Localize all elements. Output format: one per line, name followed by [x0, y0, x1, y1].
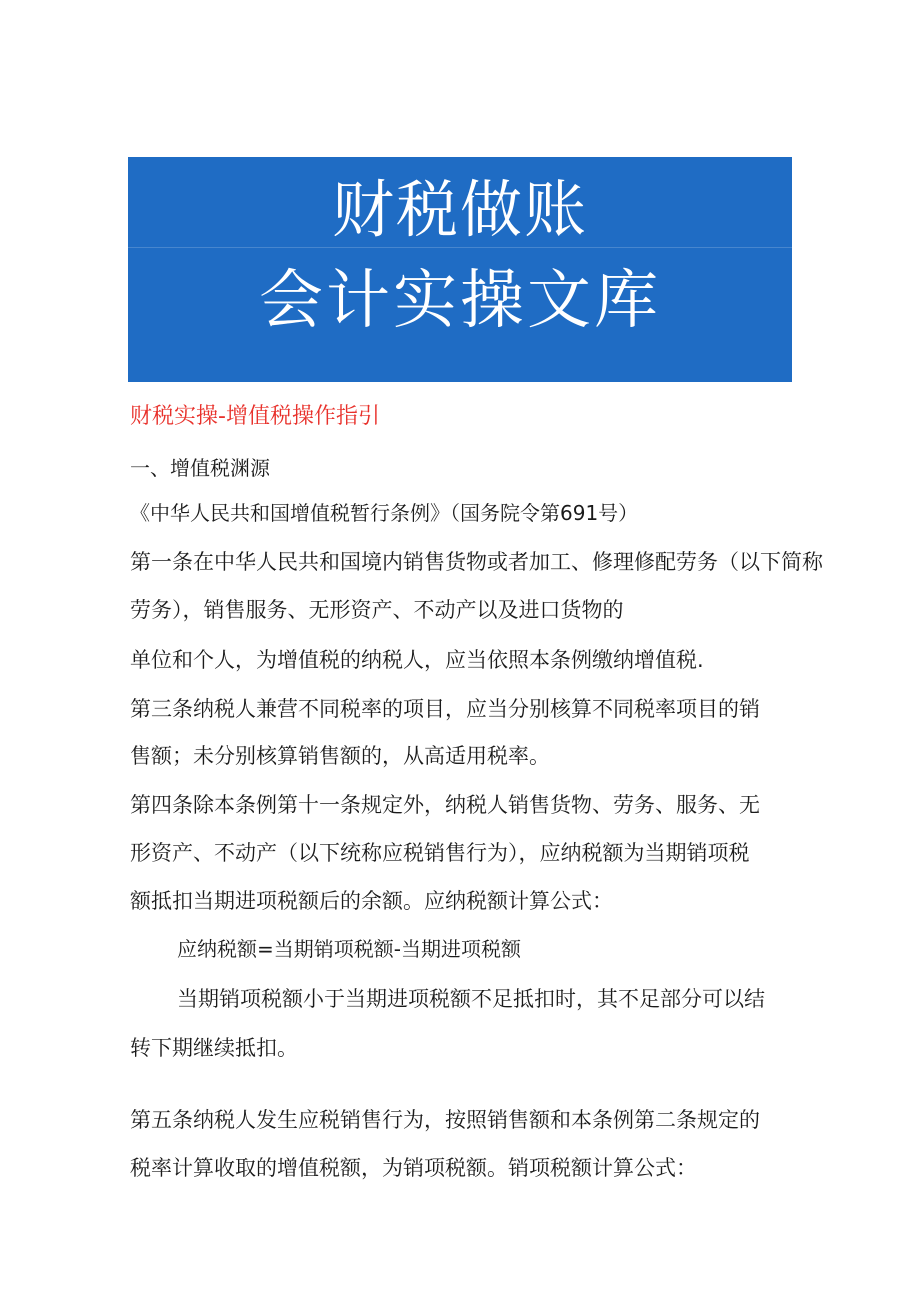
article1-line2: 劳务），销售服务、无形资产、不动产以及进口货物的	[130, 598, 624, 622]
article4-line1: 第四条除本条例第十一条规定外，纳税人销售货物、劳务、服务、无	[130, 793, 760, 817]
banner-divider	[128, 247, 792, 248]
article3-line2: 售额；未分别核算销售额的，从高适用税率。	[130, 744, 550, 768]
carry-forward-line1: 当期销项税额小于当期进项税额不足抵扣时，其不足部分可以结	[177, 987, 765, 1011]
carry-forward-line2: 转下期继续抵扣。	[130, 1036, 298, 1060]
cover-banner	[128, 157, 792, 382]
article5-line2: 税率计算收取的增值税额，为销项税额。销项税额计算公式：	[130, 1156, 697, 1180]
article1-line3: 单位和个人，为增值税的纳税人，应当依照本条例缴纳增值税.	[130, 648, 704, 672]
article3-line1: 第三条纳税人兼营不同税率的项目，应当分别核算不同税率项目的销	[130, 697, 760, 721]
article1-line1: 第一条在中华人民共和国境内销售货物或者加工、修理修配劳务（以下简称	[130, 550, 823, 574]
article5-line1: 第五条纳税人发生应税销售行为，按照销售额和本条例第二条规定的	[130, 1108, 760, 1132]
article4-line3: 额抵扣当期进项税额后的余额。应纳税额计算公式：	[130, 889, 613, 913]
document-title: 财税实操-增值税操作指引	[130, 404, 380, 429]
banner-title-line2: 会计实操文库	[259, 264, 661, 338]
article4-line2: 形资产、不动产（以下统称应税销售行为），应纳税额为当期销项税	[130, 841, 750, 865]
section-heading: 一、增值税渊源	[130, 456, 270, 480]
law-reference: 《中华人民共和国增值税暂行条例》（国务院令第691号）	[130, 501, 639, 525]
tax-formula: 应纳税额=当期销项税额-当期进项税额	[177, 937, 521, 961]
banner-title-line1: 财税做账	[331, 173, 588, 246]
